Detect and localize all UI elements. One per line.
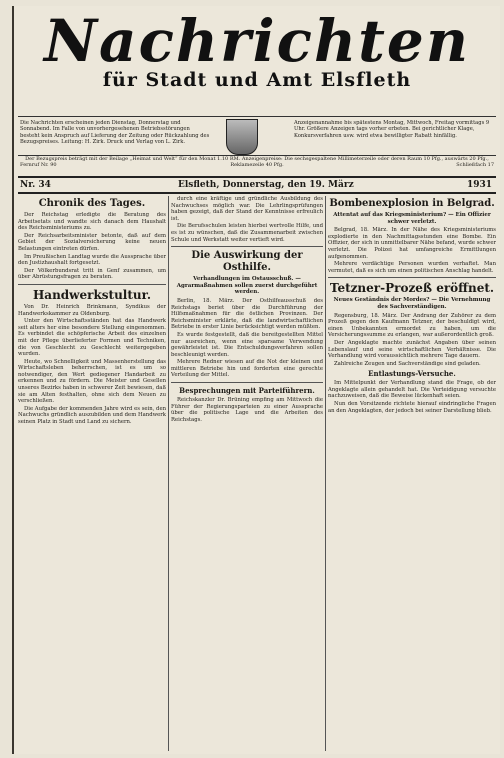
article-paragraph: Reichskanzler Dr. Brüning empfing am Mittwoch die Führer der Regierungsparteien zu einer Aussprache über die politische Lage und die Arbeiten des Reichstags.	[171, 397, 323, 423]
chronicle-item: Im Preußischen Landtag wurde die Aussprache über den Justizhaushalt fortgesetzt.	[18, 253, 166, 267]
divider	[171, 246, 323, 247]
pricing-line	[18, 156, 496, 174]
osthilfe-heading: Die Auswirkung der Osthilfe.	[191, 250, 303, 274]
dateline	[18, 176, 496, 194]
craft-culture-heading: Handwerkstultur.	[32, 287, 152, 302]
article-paragraph: Im Mittelpunkt der Verhandlung stand die Frage, ob der Angeklagte allein gehandelt hat. Die Verteidigung versuchte nachzuweisen, daß die Beweise lückenhaft seien.	[328, 380, 496, 400]
column-3	[328, 196, 496, 751]
coat-of-arms-icon	[226, 119, 258, 155]
article-paragraph: Zahlreiche Zeugen und Sachverständige sind geladen.	[334, 360, 481, 367]
issue-number: Nr. 34	[20, 180, 51, 190]
tetzner-heading: Tetzner-Prozeß eröffnet.	[329, 281, 495, 296]
newspaper-page	[12, 6, 500, 754]
article-paragraph: Die Berufsschulen leisten hierbei wertvolle Hilfe, und es ist zu wünschen, daß die Zusammenarbeit zwischen Schule und Werkstatt weiter vertieft wird.	[171, 223, 323, 243]
author-line: Von Dr. Heinrich Brinkmann, Syndikus der Handwerkskammer zu Oldenburg.	[18, 303, 166, 317]
article-paragraph: Nun den Vorsitzende richtete hierauf eindringliche Fragen an den Angeklagten, der jedoch bei seiner Darstellung blieb.	[328, 401, 496, 414]
issue-year: 1931	[466, 180, 492, 190]
info-bar	[18, 116, 496, 156]
exoneration-heading: Entlastungs-Versuche.	[368, 369, 456, 379]
column-2	[171, 196, 323, 751]
publication-info: Die Nachrichten erscheinen jeden Dienstag, Donnerstag und Sonnabend. Im Falle von unvorhergesehenen Betriebsstörungen besteht kein Anspruch auf Lieferung der Zeitung oder Rückzahlung des Bezugspreises. Leitung: H. Zirk. Druck und Verlag von L. Zirk.	[20, 120, 210, 146]
chronicle-item: Der Völkerbundsrat tritt in Genf zusammen, um über Abrüstungsfragen zu beraten.	[18, 267, 166, 281]
article-paragraph: Der Angeklagte machte zunächst Angaben über seinen Lebenslauf und seine wirtschaftlichen Verhältnisse. Die Verhandlung wird voraussichtlich mehrere Tage dauern.	[328, 339, 496, 360]
article-paragraph: Heute, wo Schnelligkeit und Massenherstellung das Wirtschaftsleben beherrschen, ist es um so notwendiger, den Wert gediegener Handarbeit zu erkennen und zu fördern. Die Meister und Gesellen unseres Bezirks haben in schwerer Zeit bewiesen, daß sie am Alten festhalten, ohne sich dem Neuen zu verschließen.	[18, 358, 166, 405]
masthead	[18, 7, 496, 91]
newspaper-title: Nachrichten	[43, 7, 471, 75]
divider	[171, 382, 323, 383]
divider	[328, 277, 496, 278]
chronicle-heading: Chronik des Tages.	[38, 198, 146, 209]
article-paragraph: Mehrere Redner wiesen auf die Not der kleinen und mittleren Betriebe hin und forderten eine gerechte Verteilung der Mittel.	[171, 359, 323, 379]
divider	[18, 284, 166, 285]
article-paragraph: Mehrere verdächtige Personen wurden verhaftet. Man vermutet, daß es sich um einen politischen Anschlag handelt.	[328, 261, 496, 274]
article-paragraph: Belgrad, 18. März. In der Nähe des Kriegsministeriums explodierte in den Nachmittagsstunden eine Bombe. Ein Offizier, der sich in unmittelbarer Nähe befand, wurde schwer verletzt. Die Polizei hat umfangreiche Ermittlungen aufgenommen.	[328, 227, 496, 260]
newspaper-subtitle: für Stadt und Amt Elsfleth	[102, 69, 412, 91]
chronicle-item: Der Reichsarbeitsminister betonte, daß auf dem Gebiet der Sozialversicherung keine neuen Belastungen eintreten dürfen.	[18, 232, 166, 252]
belgrade-subheading: Attentat auf das Kriegsministerium? — Ein Offizier schwer verletzt.	[333, 212, 491, 225]
article-paragraph: Es wurde festgestellt, daß die bereitgestellten Mittel nur ausreichen, wenn eine sparsame Verwendung gewährleistet ist. Die Entschuldungsverfahren sollen beschleunigt werden.	[171, 331, 323, 358]
column-divider	[168, 196, 169, 751]
issue-date: Elsfleth, Donnerstag, den 19. März	[178, 180, 354, 190]
osthilfe-subheading: Verhandlungen im Ostausschuß. — Agrarmaßnahmen sollen zuerst durchgeführt werden.	[176, 276, 318, 296]
party-leaders-heading: Besprechungen mit Parteiführern.	[179, 386, 315, 396]
phone-number: Fernruf Nr. 90	[20, 162, 57, 168]
column-divider	[325, 196, 326, 751]
pricing-text: Der Bezugspreis beträgt mit der Beilage „Heimat und Welt“ für den Monat 1.10 RM. Anzeigenpreise: Die sechsgespaltene Millimeterzeile oder deren Raum 10 Pfg., auswärts 20 Pfg., Reklamezeile 40 Pfg.	[25, 156, 489, 168]
article-paragraph: Berlin, 18. März. Der Osthilfeausschuß des Reichstags beriet über die Durchführung der Hilfsmaßnahmen für die östlichen Provinzen. Der Reichsminister erklärte, daß die landwirtschaftlichen Betriebe in erster Linie berücksichtigt werden müßten.	[171, 297, 323, 331]
article-paragraph: Die Aufgabe der kommenden Jahre wird es sein, den Nachwuchs gründlich auszubilden und dem Handwerk seinen Platz in Stadt und Land zu sichern.	[18, 405, 166, 426]
article-paragraph: Unter den Wirtschaftsständen hat das Handwerk seit alters her eine besondere Stellung eingenommen. Es verbindet die schöpferische Arbeit des einzelnen mit der Pflege überlieferter Formen und Techniken, die von Geschlecht zu Geschlecht weitergegeben wurden.	[18, 318, 166, 358]
article-paragraph: Regensburg, 18. März. Der Andrang der Zuhörer zu dem Prozeß gegen den Kaufmann Tetzner, der beschuldigt wird, einen Unbekannten ermordet zu haben, um die Versicherungssumme zu erlangen, war außerordentlich groß.	[328, 312, 496, 339]
chronicle-item: Der Reichstag erledigte die Beratung des Arbeitsetats und wandte sich danach dem Haushalt des Reichsministeriums zu.	[18, 212, 166, 232]
belgrade-heading: Bombenexplosion in Belgrad.	[329, 198, 495, 209]
advertising-info: Anzeigenannahme bis spätestens Montag, Mittwoch, Freitag vormittags 9 Uhr. Größere Anzeigen tags vorher erbeten. Bei gerichtlicher Klage, Konkursverfahren usw. wird etwa bewilligter Rabatt hinfällig.	[294, 120, 490, 139]
tetzner-subheading: Neues Geständnis der Mordes? — Die Vernehmung des Sachverständigen.	[333, 297, 491, 310]
po-box: Schließfach 17	[456, 162, 494, 168]
article-paragraph: durch eine kräftige und gründliche Ausbildung des Nachwuchses möglich war. Die Lehrlingsprüfungen haben gezeigt, daß der Stand der Kenntnisse erfreulich ist.	[171, 196, 323, 222]
column-1	[18, 196, 166, 751]
